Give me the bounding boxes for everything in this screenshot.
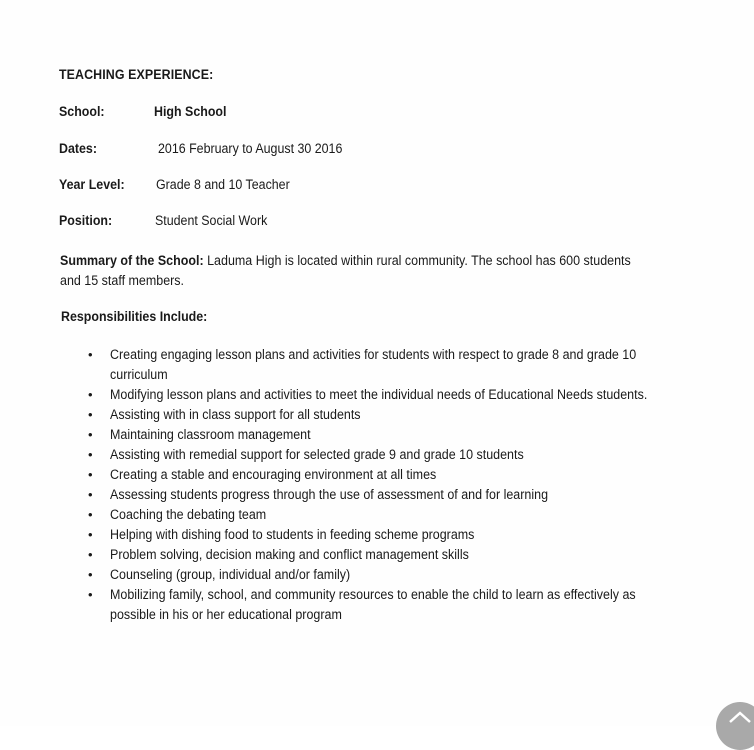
list-item [84,525,724,545]
field-label: Position: [59,213,113,228]
field-row-school [59,104,659,124]
summary-label: Summary of the School: [60,253,204,268]
school-summary [60,251,652,291]
list-item-text: Assessing students progress through the use of assessment of and for learning [110,487,549,502]
responsibilities-list [84,345,724,625]
field-row-year-level [59,177,659,197]
list-item [84,485,724,505]
field-value: 2016 February to August 30 2016 [158,141,343,156]
list-item [84,465,724,485]
bullet-icon: • [88,427,93,442]
bullet-icon: • [88,387,93,402]
list-item [84,505,724,525]
list-item-text: Assisting with remedial support for selected grade 9 and grade 10 students [110,447,524,462]
bullet-icon: • [88,507,93,522]
bullet-icon: • [88,447,93,462]
list-item-text: Coaching the debating team [110,507,267,522]
list-item [84,345,724,385]
bullet-icon: • [88,467,93,482]
field-value: Grade 8 and 10 Teacher [156,177,290,192]
field-label: Year Level: [59,177,125,192]
bullet-icon: • [88,527,93,542]
summary-text: Laduma High is located within rural community. The school has 600 students and 15 staff members. [60,253,631,288]
scroll-to-top-button[interactable] [716,702,754,750]
field-value: Student Social Work [155,213,268,228]
bullet-icon: • [88,567,93,582]
field-value: High School [154,104,227,119]
list-item-text: Creating engaging lesson plans and activities for students with respect to grade 8 and grade 10 curriculum [110,347,637,382]
list-item [84,545,724,565]
section-title: TEACHING EXPERIENCE: [59,67,214,82]
bullet-icon: • [88,487,93,502]
list-item-text: Assisting with in class support for all students [110,407,361,422]
field-label: School: [59,104,105,119]
list-item [84,385,724,405]
field-row-position [59,213,659,233]
list-item-text: Mobilizing family, school, and community resources to enable the child to learn as effectively as possible in his or her educational program [110,587,636,622]
responsibilities-title: Responsibilities Include: [61,309,208,324]
list-item [84,425,724,445]
list-item-text: Maintaining classroom management [110,427,311,442]
bullet-icon: • [88,347,93,362]
bullet-icon: • [88,407,93,422]
list-item [84,565,724,585]
field-label: Dates: [59,141,97,156]
bullet-icon: • [88,547,93,562]
field-row-dates [59,141,659,161]
list-item [84,405,724,425]
list-item-text: Creating a stable and encouraging environment at all times [110,467,437,482]
list-item-text: Helping with dishing food to students in feeding scheme programs [110,527,475,542]
list-item-text: Problem solving, decision making and conflict management skills [110,547,469,562]
list-item-text: Counseling (group, individual and/or family) [110,567,351,582]
chevron-up-icon [728,710,752,724]
list-item-text: Modifying lesson plans and activities to meet the individual needs of Educational Needs students. [110,387,648,402]
list-item [84,585,724,625]
list-item [84,445,724,465]
bullet-icon: • [88,587,93,602]
